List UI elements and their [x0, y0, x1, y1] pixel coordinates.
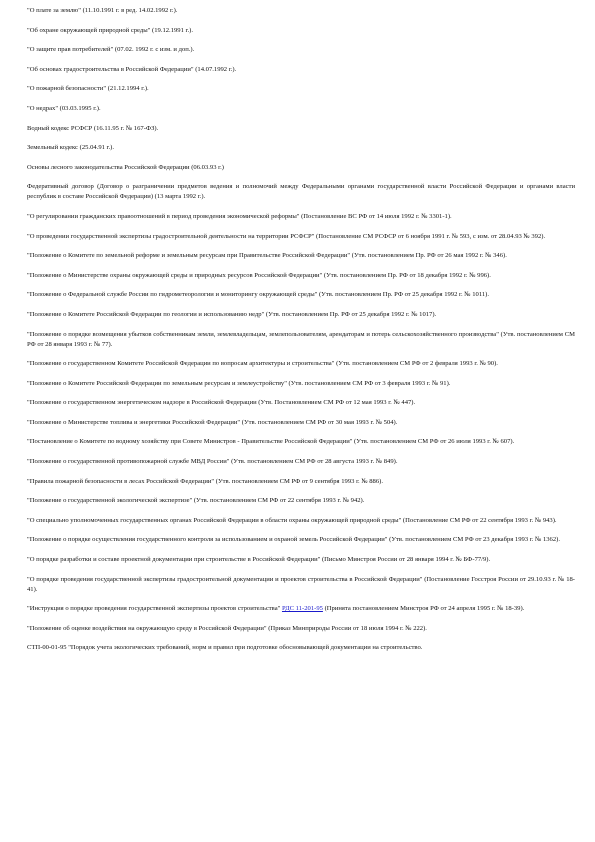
document-paragraph	[27, 6, 575, 16]
document-paragraph	[27, 232, 575, 242]
paragraph-text: "Положение о Комитете Российской Федерации по земельным ресурсам и землеустройству" (Утв. постановлением СМ РФ от 3 февраля 1993 г. № 91).	[27, 379, 451, 387]
document-paragraph	[27, 45, 575, 55]
paragraph-text: "Положение о порядке возмещения убытков собственникам земли, землевладельцам, землепользователям, арендаторам и потерь сельскохозяйственного производства" (Утв. постановлением СМ РФ от 28 января 1993 г. № 77).	[27, 330, 575, 348]
document-paragraph	[27, 143, 575, 153]
paragraph-text: "О порядке разработки и составе проектной документации при строительстве в Российской Федерации" (Письмо Минстроя России от 28 января 1994 г. № БФ-77/9).	[27, 556, 491, 564]
document-paragraph	[27, 643, 575, 653]
paragraph-text: "Положение о Комитете Российской Федерации по геологии и использованию недр" (Утв. постановлением Пр. РФ от 25 декабря 1992 г. № 1017).	[27, 310, 437, 318]
document-paragraph	[27, 163, 575, 173]
paragraph-text: "О порядке проведения государственной экспертизы градостроительной документации и проектов строительства в Российской Федерации" (Постановление Госстроя России от 29.10.93 г. № 18-41).	[27, 575, 575, 593]
paragraph-text: Водный кодекс РСФСР (16.11.95 г. № 167-ФЗ).	[27, 124, 159, 132]
paragraph-text-continued: (Принята постановлением Минстроя РФ от 24 апреля 1995 г. № 18-39).	[322, 605, 525, 613]
paragraph-text: "Положение о Федеральной службе России по гидрометеорологии и мониторингу окружающей среды" (Утв. постановлением Пр. РФ от 25 декабря 1992 г. № 1011).	[27, 291, 490, 299]
paragraph-text: "Об основах градостроительства в Российской Федерации" (14.07.1992 г.).	[27, 65, 237, 73]
paragraph-text: "Положение о государственной экологической экспертизе" (Утв. постановлением СМ РФ от 22 сентября 1993 г. № 942).	[27, 497, 365, 505]
paragraph-text: "Положение о Министерстве охраны окружающей среды и природных ресурсов Российской Федерации" (Утв. постановлением Пр. РФ от 18 декабря 1992 г. № 996).	[27, 271, 491, 279]
document-paragraph	[27, 555, 575, 565]
paragraph-text: Земельный кодекс (25.04.91 г.).	[27, 144, 115, 152]
document-paragraph	[27, 65, 575, 75]
paragraph-text: "Положение о Комитете по земельной реформе и земельным ресурсам при Правительстве Российской Федерации" (Утв. постановлением Пр. РФ от 26 мая 1992 г. № 346).	[27, 252, 507, 260]
paragraph-text: "Положение о государственном Комитете Российской Федерации по вопросам архитектуры и строительства" (Утв. постановлением СМ РФ от 2 февраля 1993 г. № 90).	[27, 360, 498, 368]
paragraph-text: "Положение о государственной противопожарной службе МВД России" (Утв. постановлением СМ РФ от 28 августа 1993 г. № 849).	[27, 458, 398, 466]
document-paragraph	[27, 575, 575, 595]
paragraph-text: "О плате за землю" (11.10.1991 г. в ред. 14.02.1992 г.).	[27, 7, 178, 14]
paragraph-text: "О регулировании гражданских правоотношений в период проведения экономической реформы" (Постановление ВС РФ от 14 июля 1992 г. № 3301-1).	[27, 212, 452, 220]
paragraph-text: "О пожарной безопасности" (21.12.1994 г.).	[27, 85, 149, 93]
document-paragraph	[27, 182, 575, 202]
document-paragraph	[27, 359, 575, 369]
document-paragraph	[27, 26, 575, 36]
document-paragraph	[27, 624, 575, 634]
document-paragraph	[27, 398, 575, 408]
paragraph-text: "О недрах" (03.03.1995 г.).	[27, 104, 101, 112]
document-paragraph	[27, 212, 575, 222]
paragraph-text: "Об охране окружающей природной среды" (19.12.1991 г.).	[27, 26, 193, 34]
document-paragraph	[27, 604, 575, 614]
document-paragraph	[27, 271, 575, 281]
paragraph-text: "Правила пожарной безопасности в лесах Российской Федерации" (Утв. постановлением СМ РФ от 9 сентября 1993 г. № 886).	[27, 477, 384, 485]
document-link[interactable]: РДС 11-201-95	[281, 605, 323, 613]
paragraph-text: "О защите прав потребителей" (07.02. 1992 г. с изм. и доп.).	[27, 46, 195, 54]
document-paragraph	[27, 290, 575, 300]
document-paragraph	[27, 124, 575, 134]
paragraph-text: Основы лесного законодательства Российской Федерации (06.03.93 г.)	[27, 163, 224, 171]
document-paragraph	[27, 418, 575, 428]
document-paragraph	[27, 330, 575, 350]
paragraph-text: "Положение об оценке воздействия на окружающую среду в Российской Федерации" (Приказ Минприроды России от 18 июля 1994 г. № 222).	[27, 624, 427, 632]
document-paragraph	[27, 496, 575, 506]
paragraph-text: "О специально уполномоченных государственных органах Российской Федерации в области охраны окружающей природной среды" (Постановление СМ РФ от 22 сентября 1993 г. № 943).	[27, 516, 557, 524]
document-paragraph	[27, 104, 575, 114]
paragraph-text: "Постановление о Комитете по водному хозяйству при Совете Министров - Правительстве Российской Федерации" (Утв. постановлением СМ РФ от 26 июля 1993 г. № 607).	[27, 438, 515, 446]
document-paragraph	[27, 251, 575, 261]
paragraph-text: "Инструкция о порядке проведения государственной экспертизы проектов строительства"	[27, 605, 282, 613]
paragraph-text: СТП-00-01-95 "Порядок учета экологических требований, норм и правил при подготовке обосновывающей документации на строительство.	[27, 644, 423, 652]
paragraph-text: "О проведении государственной экспертизы градостроительной деятельности на территории РСФСР" (Постановление СМ РСФСР от 6 ноября 1991 г. № 593, с изм. от 28.04.93 № 392).	[27, 232, 546, 240]
document-paragraph	[27, 477, 575, 487]
document-paragraph	[27, 437, 575, 447]
document-paragraph	[27, 457, 575, 467]
paragraph-text: Федеративный договор (Договор о разграничении предметов ведения и полномочий между Федеральными органами государственной власти Российской Федерации и органами власти республик в составе Российской Федерации) (13 марта 1992 г.).	[27, 183, 575, 201]
document-paragraph	[27, 516, 575, 526]
paragraph-text: "Положение о Министерстве топлива и энергетики Российской Федерации" (Утв. постановлением СМ РФ от 30 мая 1993 г. № 504).	[27, 418, 398, 426]
document-paragraph	[27, 379, 575, 389]
document-page	[27, 6, 575, 653]
paragraph-text: "Положение о порядке осуществления государственного контроля за использованием и охраной земель Российской Федерации" (Утв. постановлением СМ РФ от 23 декабря 1993 г. № 1362).	[27, 536, 560, 544]
document-paragraph	[27, 84, 575, 94]
document-paragraph	[27, 310, 575, 320]
document-paragraph	[27, 535, 575, 545]
paragraph-text: "Положение о государственном энергетическом надзоре в Российской Федерации (Утв. Постановлением СМ РФ от 12 мая 1993 г. № 447).	[27, 399, 416, 407]
